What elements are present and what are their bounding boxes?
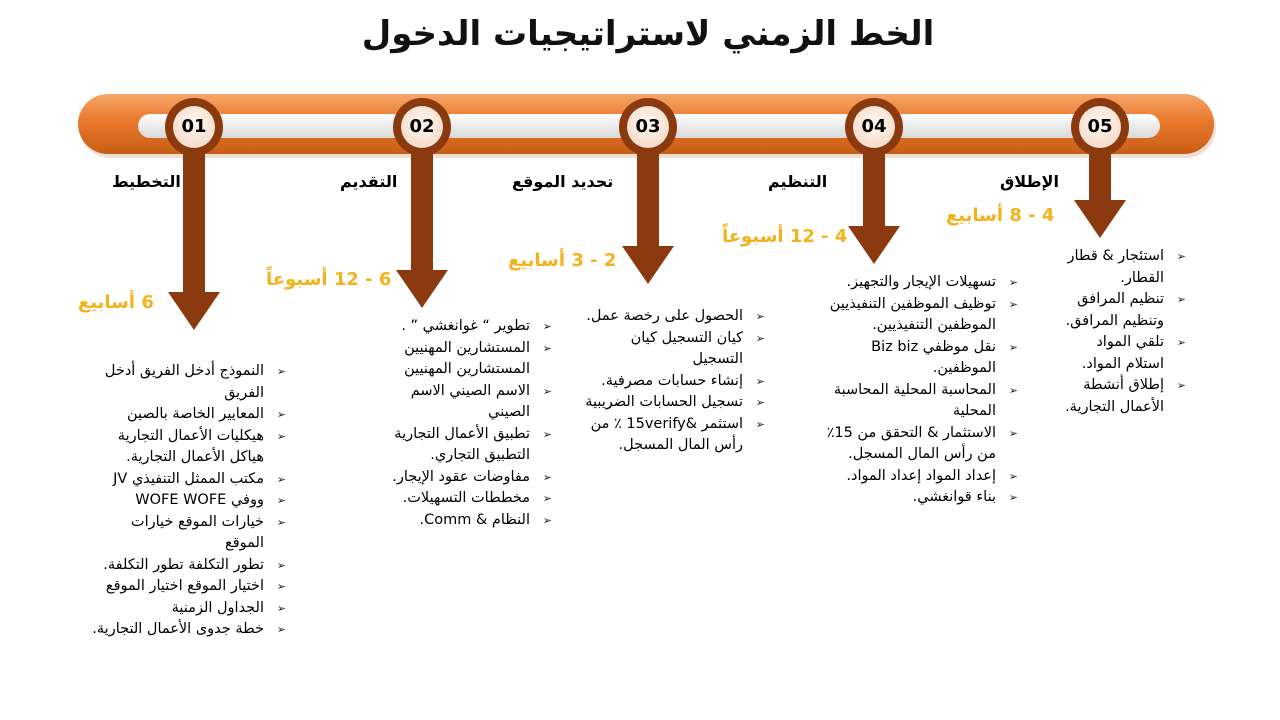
task-item: ➢ الاستثمار & التحقق من 15٪ من رأس المال المسجل. bbox=[806, 423, 1022, 466]
task-item: ➢ تسجيل الحسابات الضريبية bbox=[584, 392, 769, 414]
task-item: ➢ بناء قوانغشي. bbox=[806, 487, 1022, 509]
task-item: ➢ المستشارين المهنيين المستشارين المهنيين bbox=[366, 338, 556, 381]
phase-duration: 2 - 3 أسابيع bbox=[508, 250, 617, 271]
phase-number: 04 bbox=[861, 116, 887, 137]
task-item: ➢ مفاوضات عقود الإيجار. bbox=[366, 467, 556, 489]
task-item: ➢ تطور التكلفة تطور التكلفة. bbox=[90, 555, 290, 577]
phase-duration: 6 أسابيع bbox=[78, 292, 154, 313]
task-item: ➢ الاسم الصيني الاسم الصيني bbox=[366, 381, 556, 424]
task-item: ➢ النظام & Comm. bbox=[366, 510, 556, 532]
phase-duration: 4 - 12 أسبوعاً bbox=[722, 226, 848, 247]
task-item: ➢ خطة جدوى الأعمال التجارية. bbox=[90, 619, 290, 641]
task-item: ➢ خيارات الموقع خيارات الموقع bbox=[90, 512, 290, 555]
phase-name: الإطلاق bbox=[1000, 172, 1059, 191]
task-item: ➢ تطبيق الأعمال التجارية التطبيق التجاري. bbox=[366, 424, 556, 467]
phase-number: 05 bbox=[1087, 116, 1113, 137]
task-item: ➢ كيان التسجيل كيان التسجيل bbox=[584, 328, 769, 371]
task-item: ➢ مخططات التسهيلات. bbox=[366, 488, 556, 510]
phase-arrow-01 bbox=[168, 140, 220, 330]
task-item: ➢ مكتب الممثل التنفيذي JV bbox=[90, 469, 290, 491]
phase-task-list bbox=[806, 272, 1022, 509]
phase-name: التخطيط bbox=[112, 172, 181, 191]
task-item: ➢ هيكليات الأعمال التجارية هياكل الأعمال التجارية. bbox=[90, 426, 290, 469]
task-item: ➢ المعايير الخاصة بالصين bbox=[90, 404, 290, 426]
phase-arrow-03 bbox=[622, 140, 674, 284]
task-item: ➢ إطلاق أنشطة الأعمال التجارية. bbox=[1054, 375, 1190, 418]
task-item: ➢ تلقي المواد استلام المواد. bbox=[1054, 332, 1190, 375]
phase-name: تحديد الموقع bbox=[512, 172, 614, 191]
task-item: ➢ تسهيلات الإيجار والتجهيز. bbox=[806, 272, 1022, 294]
task-item: ➢ الحصول على رخصة عمل. bbox=[584, 306, 769, 328]
task-item: ➢ اختيار الموقع اختيار الموقع bbox=[90, 576, 290, 598]
task-item: ➢ إعداد المواد إعداد المواد. bbox=[806, 466, 1022, 488]
phase-number: 02 bbox=[409, 116, 435, 137]
task-item: ➢ المحاسبة المحلية المحاسبة المحلية bbox=[806, 380, 1022, 423]
phase-task-list bbox=[90, 361, 290, 641]
phase-duration: 6 - 12 أسبوعاً bbox=[266, 269, 392, 290]
phase-name: التنظيم bbox=[768, 172, 828, 191]
phase-task-list bbox=[584, 306, 769, 457]
phase-task-list bbox=[366, 316, 556, 531]
task-item: ➢ نقل موظفي Biz biz الموظفين. bbox=[806, 337, 1022, 380]
task-item: ➢ تطوير “ غوانغشي ” . bbox=[366, 316, 556, 338]
task-item: ➢ توظيف الموظفين التنفيذيين الموظفين التنفيذيين. bbox=[806, 294, 1022, 337]
task-item: ➢ النموذج أدخل الفريق أدخل الفريق bbox=[90, 361, 290, 404]
phase-arrow-04 bbox=[848, 140, 900, 264]
task-item: ➢ ووفي WOFE WOFE bbox=[90, 490, 290, 512]
task-item: ➢ استئجار & قطار القطار. bbox=[1054, 246, 1190, 289]
phase-arrow-02 bbox=[396, 140, 448, 308]
task-item: ➢ استثمر &15verify ٪ من رأس المال المسجل. bbox=[584, 414, 769, 457]
phase-duration: 4 - 8 أسابيع bbox=[946, 205, 1055, 226]
phase-number: 01 bbox=[181, 116, 207, 137]
task-item: ➢ إنشاء حسابات مصرفية. bbox=[584, 371, 769, 393]
phase-task-list bbox=[1054, 246, 1190, 418]
task-item: ➢ تنظيم المرافق وتنظيم المرافق. bbox=[1054, 289, 1190, 332]
phase-number: 03 bbox=[635, 116, 661, 137]
task-item: ➢ الجداول الزمنية bbox=[90, 598, 290, 620]
phase-name: التقديم bbox=[340, 172, 398, 191]
page-title: الخط الزمني لاستراتيجيات الدخول bbox=[361, 14, 935, 54]
